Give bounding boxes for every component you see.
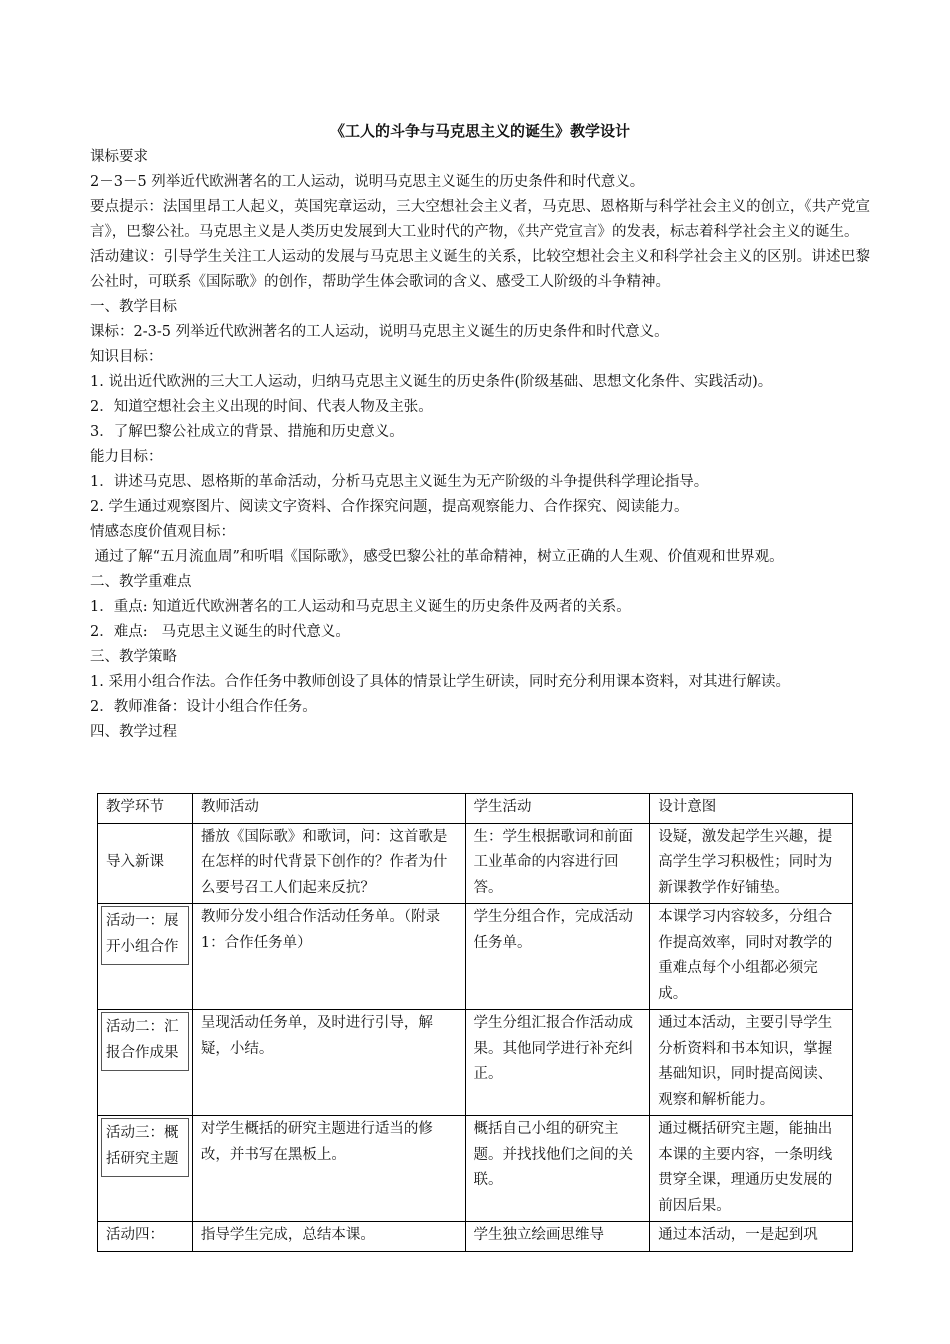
table-header-cell: 教学环节 [98,794,193,824]
section-heading-curriculum: 课标要求 [90,149,148,165]
ability-objective-1: 1．讲述马克思、恩格斯的革命活动，分析马克思主义诞生为无产阶级的斗争提供科学理论指导。 [90,474,709,490]
teaching-process-table [97,793,853,1252]
stage-box: 活动一：展开小组合作 [101,906,189,965]
table-cell-teacher: 呈现活动任务单，及时进行引导，解疑，小结。 [192,1010,465,1116]
objective-standard: 课标：2-3-5 列举近代欧洲著名的工人运动，说明马克思主义诞生的历史条件和时代意义。 [90,324,669,340]
table-cell-intent: 通过本活动，一是起到巩 [650,1222,853,1252]
section-heading-key-difficult: 二、教学重难点 [90,574,192,590]
knowledge-objectives-heading: 知识目标： [90,349,163,365]
knowledge-objective-2: 2．知道空想社会主义出现的时间、代表人物及主张。 [90,399,433,415]
curriculum-standard: 2－3－5 列举近代欧洲著名的工人运动，说明马克思主义诞生的历史条件和时代意义。 [90,174,645,190]
knowledge-objective-3: 3．了解巴黎公社成立的背景、措施和历史意义。 [90,424,404,440]
strategy-2: 2．教师准备：设计小组合作任务。 [90,699,317,715]
document-title: 《工人的斗争与马克思主义的诞生》教学设计 [329,122,630,140]
table-cell-teacher: 教师分发小组合作活动任务单。（附录 1：合作任务单） [192,904,465,1010]
table-row [98,1222,853,1252]
table-header-cell: 设计意图 [650,794,853,824]
table-cell-student: 生：学生根据歌词和前面工业革命的内容进行回答。 [465,823,650,904]
strategy-1: 1. 采用小组合作法。合作任务中教师创设了具体的情景让学生研读，同时充分利用课本资料，对其进行解读。 [90,674,790,690]
table-header-cell: 学生活动 [465,794,650,824]
table-row [98,823,853,904]
table-row [98,904,853,1010]
table-header-row [98,794,853,824]
ability-objective-2: 2. 学生通过观察图片、阅读文字资料、合作探究问题，提高观察能力、合作探究、阅读能力。 [90,499,689,515]
table-row [98,1010,853,1116]
table-header-cell: 教师活动 [192,794,465,824]
section-heading-objectives: 一、教学目标 [90,299,177,315]
stage-box: 活动二：汇报合作成果 [101,1012,189,1071]
ability-objectives-heading: 能力目标： [90,449,163,465]
table-row [98,1116,853,1222]
table-cell-teacher: 指导学生完成，总结本课。 [192,1222,465,1252]
table-cell-stage [98,904,193,1010]
document-body [90,118,870,745]
table-cell-intent: 本课学习内容较多，分组合作提高效率，同时对教学的重难点每个小组都必须完成。 [650,904,853,1010]
table-cell-student: 学生独立绘画思维导 [465,1222,650,1252]
section-heading-process: 四、教学过程 [90,724,177,740]
emotion-objectives-heading: 情感态度价值观目标： [90,524,235,540]
table-cell-stage: 活动四： [98,1222,193,1252]
knowledge-objective-1: 1. 说出近代欧洲的三大工人运动，归纳马克思主义诞生的历史条件(阶级基础、思想文化条件、实践活动)。 [90,374,773,390]
table-cell-intent: 通过概括研究主题，能抽出本课的主要内容，一条明线贯穿全课，理通历史发展的前因后果。 [650,1116,853,1222]
table-cell-stage [98,1010,193,1116]
table-cell-student: 学生分组合作，完成活动任务单。 [465,904,650,1010]
table-cell-intent: 通过本活动，主要引导学生分析资料和书本知识，掌握基础知识，同时提高阅读、观察和解析能力。 [650,1010,853,1116]
section-heading-strategy: 三、教学策略 [90,649,177,665]
key-points: 要点提示：法国里昂工人起义，英国宪章运动，三大空想社会主义者，马克思、恩格斯与科学社会主义的创立，《共产党宣言》，巴黎公社。马克思主义是人类历史发展到大工业时代的产物，《共产党宣言》的发表，标志着科学社会主义的诞生。 [90,199,870,240]
emotion-objective: 通过了解“五月流血周”和听唱《国际歌》，感受巴黎公社的革命精神，树立正确的人生观、价值观和世界观。 [90,549,784,565]
table-cell-student: 学生分组汇报合作活动成果。其他同学进行补充纠正。 [465,1010,650,1116]
table-cell-teacher: 对学生概括的研究主题进行适当的修改，并书写在黑板上。 [192,1116,465,1222]
stage-box: 活动三：概括研究主题 [101,1118,189,1177]
key-point: 1．重点: 知道近代欧洲著名的工人运动和马克思主义诞生的历史条件及两者的关系。 [90,599,631,615]
table-cell-stage [98,1116,193,1222]
activity-suggestion: 活动建议：引导学生关注工人运动的发展与马克思主义诞生的关系，比较空想社会主义和科学社会主义的区别。讲述巴黎公社时，可联系《国际歌》的创作，帮助学生体会歌词的含义、感受工人阶级的斗争精神。 [90,249,870,290]
table-cell-student: 概括自己小组的研究主题。并找找他们之间的关联。 [465,1116,650,1222]
table-cell-stage: 导入新课 [98,823,193,904]
table-cell-intent: 设疑，激发起学生兴趣，提高学生学习积极性；同时为新课教学作好铺垫。 [650,823,853,904]
table-cell-teacher: 播放《国际歌》和歌词，问：这首歌是在怎样的时代背景下创作的？作者为什么要号召工人们起来反抗？ [192,823,465,904]
difficult-point: 2．难点: 马克思主义诞生的时代意义。 [90,624,350,640]
